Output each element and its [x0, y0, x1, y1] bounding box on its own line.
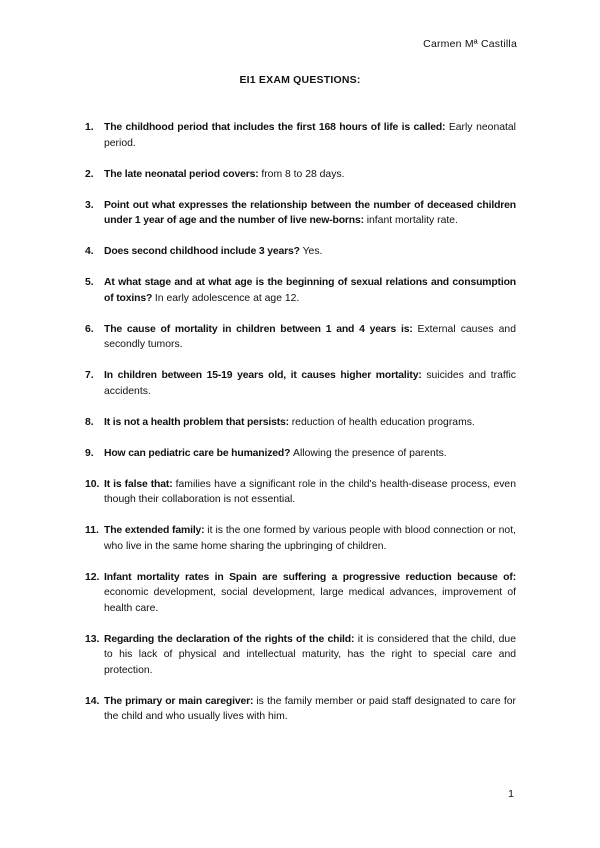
answer-text: suicides and traffic accidents.: [104, 370, 516, 397]
answer-text: economic development, social development, large medical advances, improvement of health care.: [104, 587, 516, 614]
question-text: Does second childhood include 3 years?: [104, 246, 303, 257]
question-number: 11.: [85, 525, 99, 536]
question-item: [80, 446, 516, 462]
question-item: [80, 322, 516, 353]
answer-text: External causes and secondly tumors.: [104, 323, 516, 350]
question-number: 14.: [85, 695, 100, 707]
question-number: 8.: [85, 416, 94, 428]
document-title: EI1 EXAM QUESTIONS:: [239, 74, 361, 86]
question-number: 6.: [85, 323, 94, 335]
author-header: Carmen Mª Castilla: [423, 38, 517, 50]
question-number: 5.: [85, 277, 94, 288]
question-text: Infant mortality rates in Spain are suffering a progressive reduction because of:: [104, 571, 516, 583]
question-item: [80, 198, 516, 229]
question-number: 9.: [85, 447, 94, 459]
question-text: At what stage and at what age is the beginning of sexual relations and consumption of toxins?: [104, 277, 516, 304]
answer-text: infant mortality rate.: [366, 215, 458, 226]
question-number: 3.: [85, 199, 94, 211]
question-item: [80, 523, 516, 554]
question-item: [80, 275, 516, 306]
question-number: 12.: [85, 571, 100, 583]
question-list: [80, 120, 516, 740]
answer-text: Early neonatal period.: [104, 122, 516, 149]
question-item: [80, 368, 516, 399]
question-text: The childhood period that includes the first 168 hours of life is called:: [104, 122, 449, 133]
answer-text: reduction of health education programs.: [291, 416, 475, 428]
question-number: 4.: [85, 246, 94, 257]
answer-text: Allowing the presence of parents.: [293, 447, 447, 459]
question-text: Regarding the declaration of the rights of the child:: [104, 633, 358, 645]
answer-text: it is the one formed by various people with blood connection or not, who live in the same home sharing the upbringing of children.: [104, 525, 516, 552]
question-item: [80, 694, 516, 725]
answer-text: In early adolescence at age 12.: [154, 292, 300, 304]
question-text: The late neonatal period covers:: [104, 168, 262, 180]
answer-text: it is considered that the child, due to his lack of physical and intellectual maturity, has the right to special care and protection.: [104, 633, 516, 676]
question-item: [80, 415, 516, 431]
question-text: The extended family:: [104, 525, 208, 536]
question-number: 13.: [85, 633, 100, 645]
answer-text: families have a significant role in the child's health-disease process, even though their collaboration is not essential.: [104, 478, 516, 505]
question-text: In children between 15-19 years old, it causes higher mortality:: [104, 370, 427, 381]
page-number: 1: [508, 788, 514, 800]
question-item: [80, 570, 516, 617]
question-number: 7.: [85, 370, 94, 381]
answer-text: Yes.: [302, 246, 323, 257]
question-item: [80, 632, 516, 679]
question-text: The cause of mortality in children between 1 and 4 years is:: [104, 323, 418, 335]
question-item: [80, 477, 516, 508]
question-text: It is not a health problem that persists:: [104, 416, 292, 428]
question-item: [80, 120, 516, 151]
question-text: It is false that:: [104, 478, 176, 490]
question-item: [80, 244, 516, 260]
answer-text: from 8 to 28 days.: [261, 168, 345, 180]
question-text: Point out what expresses the relationship between the number of deceased children under 1 year of age and the number of live new-borns:: [104, 199, 516, 226]
question-number: 10.: [85, 478, 100, 490]
question-text: The primary or main caregiver:: [104, 695, 257, 707]
question-item: [80, 167, 516, 183]
question-number: 2.: [85, 168, 94, 180]
question-number: 1.: [85, 122, 94, 133]
answer-text: is the family member or paid staff designated to care for the child and who usually lives with him.: [104, 695, 516, 722]
question-text: How can pediatric care be humanized?: [104, 447, 294, 459]
